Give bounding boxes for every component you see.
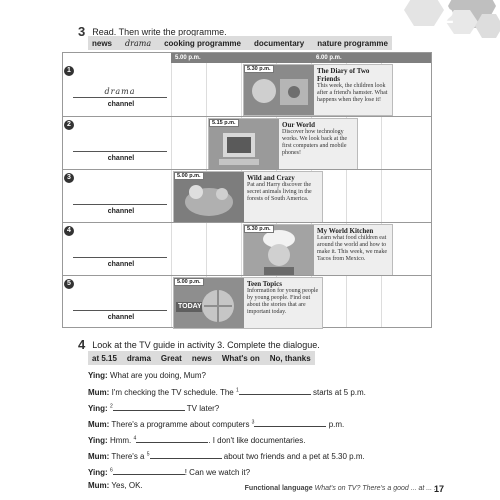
- line-text: There's a: [111, 452, 147, 461]
- programme-image: [209, 119, 279, 169]
- channel-label: channel: [107, 314, 135, 321]
- answer-field[interactable]: drama: [73, 87, 167, 98]
- programme-title: Wild and Crazy: [247, 174, 295, 182]
- word-news: news: [92, 38, 113, 48]
- row-number: 4: [64, 226, 74, 236]
- line-text: starts at 5 p.m.: [313, 388, 366, 397]
- answer-field[interactable]: [73, 141, 167, 152]
- gap-field[interactable]: [251, 419, 326, 427]
- gap-number: 4: [133, 435, 137, 442]
- activity-4-heading: [78, 337, 320, 352]
- line-text: . I don't like documentaries.: [208, 436, 306, 445]
- today-badge: TODAY: [178, 303, 202, 310]
- line-text: I'm checking the TV schedule. The: [111, 388, 236, 397]
- activity-number: 4: [78, 337, 86, 352]
- programme-time: 5.30 p.m.: [244, 65, 274, 73]
- programme-time: 5.00 p.m.: [174, 278, 204, 286]
- answer-field[interactable]: [73, 194, 167, 205]
- activity-instruction: Look at the TV guide in activity 3. Complete the dialogue.: [92, 339, 320, 350]
- gap-number: 1: [235, 387, 239, 394]
- line-text: p.m.: [328, 420, 345, 429]
- speaker: Ying:: [88, 371, 108, 380]
- line-text: What are you doing, Mum?: [109, 371, 206, 380]
- programme-desc: Pat and Harry discover the secret animals living in the forests of South America.: [247, 182, 312, 202]
- dialogue-line: [88, 419, 428, 429]
- footer-text: What's on TV? There's a good ... at ... .: [314, 485, 436, 492]
- word-great: Great: [160, 353, 182, 363]
- programme-time: 5.15 p.m.: [209, 119, 239, 127]
- line-text: Yes, OK.: [111, 481, 143, 490]
- word-cooking: cooking programme: [164, 38, 241, 48]
- row-number: 3: [64, 173, 74, 183]
- programme-card: [173, 277, 323, 329]
- gap-number: 3: [251, 419, 255, 426]
- gap-number: 5: [146, 451, 150, 458]
- programme-title: My World Kitchen: [317, 227, 374, 235]
- gap-field[interactable]: [113, 403, 185, 411]
- speaker: Ying:: [88, 468, 108, 477]
- dialogue-line: [88, 371, 428, 380]
- gap-field[interactable]: [239, 387, 311, 395]
- tv-guide: [62, 52, 432, 328]
- programme-card: [243, 224, 393, 276]
- programme-image: [244, 65, 314, 115]
- footer-label: Functional language: [244, 485, 313, 492]
- gap-number: 2: [109, 403, 113, 410]
- word-whats-on: What's on: [221, 353, 260, 363]
- guide-row: [63, 169, 431, 222]
- speaker: Mum:: [88, 388, 110, 397]
- channel-label: channel: [107, 208, 135, 215]
- guide-row: [63, 222, 431, 275]
- programme-time: 5.30 p.m.: [244, 225, 274, 233]
- channel-label: channel: [107, 155, 135, 162]
- gap-field[interactable]: [150, 451, 222, 459]
- answer-field[interactable]: [73, 247, 167, 258]
- programme-title: The Diary of Two Friends: [317, 67, 370, 83]
- speaker: Ying:: [88, 404, 108, 413]
- time-label: 5.00 p.m.: [175, 55, 201, 61]
- time-label: 6.00 p.m.: [316, 55, 342, 61]
- speaker: Ying:: [88, 436, 108, 445]
- word-box: [88, 351, 315, 365]
- dialogue-line: [88, 435, 428, 445]
- speaker: Mum:: [88, 452, 110, 461]
- word-no-thanks: No, thanks: [269, 353, 311, 363]
- word-box: [88, 36, 392, 50]
- speaker: Mum:: [88, 420, 110, 429]
- row-number: 5: [64, 279, 74, 289]
- unit-number: 2: [442, 6, 454, 28]
- programme-card: [173, 171, 323, 223]
- line-text: ! Can we watch it?: [184, 468, 251, 477]
- programme-desc: This week, the children look after a friend's hamster. What happens when they lose it!: [317, 83, 388, 103]
- programme-time: 5.00 p.m.: [174, 172, 204, 180]
- programme-image: [174, 172, 244, 222]
- word-documentary: documentary: [254, 38, 305, 48]
- programme-image: [244, 225, 314, 275]
- line-text: Hmm.: [109, 436, 134, 445]
- word-drama: drama: [125, 38, 152, 48]
- answer-field[interactable]: [73, 300, 167, 311]
- line-text: about two friends and a pet at 5.30 p.m.: [223, 452, 365, 461]
- programme-card: [243, 64, 393, 116]
- programme-image: [174, 278, 244, 328]
- programme-card: [208, 118, 358, 170]
- programme-desc: Information for young people by young people. Find out about the stories that are important today.: [247, 288, 319, 315]
- programme-title: Teen Topics: [247, 280, 282, 288]
- speaker: Mum:: [88, 481, 110, 490]
- channel-label: channel: [107, 101, 135, 108]
- unit-badge: [400, 0, 500, 40]
- page-footer: [245, 485, 436, 492]
- dialogue-line: [88, 403, 428, 413]
- line-text: There's a programme about computers: [111, 420, 252, 429]
- line-text: TV later?: [186, 404, 220, 413]
- dialogue-line: [88, 451, 428, 461]
- programme-desc: Learn what food children eat around the world and how to make it. This week, we make Tacos from Mexico.: [317, 235, 388, 262]
- programme-desc: Discover how technology works. We look back at the first computers and mobile phones!: [282, 129, 348, 156]
- guide-row: [63, 63, 431, 116]
- gap-number: 6: [109, 467, 113, 474]
- programme-title: Our World: [282, 121, 316, 129]
- guide-row: [63, 275, 431, 328]
- row-number: 2: [64, 120, 74, 130]
- page-number: 17: [433, 484, 444, 494]
- guide-row: [63, 116, 431, 169]
- dialogue-line: [88, 467, 428, 477]
- gap-field[interactable]: [113, 467, 185, 475]
- channel-label: channel: [107, 261, 135, 268]
- activity-instruction: Read. Then write the programme.: [92, 26, 227, 37]
- gap-field[interactable]: [133, 435, 208, 443]
- time-header: [171, 53, 431, 63]
- word-drama: drama: [126, 353, 151, 363]
- activity-number: 3: [78, 24, 86, 39]
- row-number: 1: [64, 66, 74, 76]
- word-nature: nature programme: [317, 38, 388, 48]
- word-news: news: [191, 353, 212, 363]
- dialogue-line: [88, 387, 428, 397]
- word-at-515: at 5.15: [92, 353, 117, 363]
